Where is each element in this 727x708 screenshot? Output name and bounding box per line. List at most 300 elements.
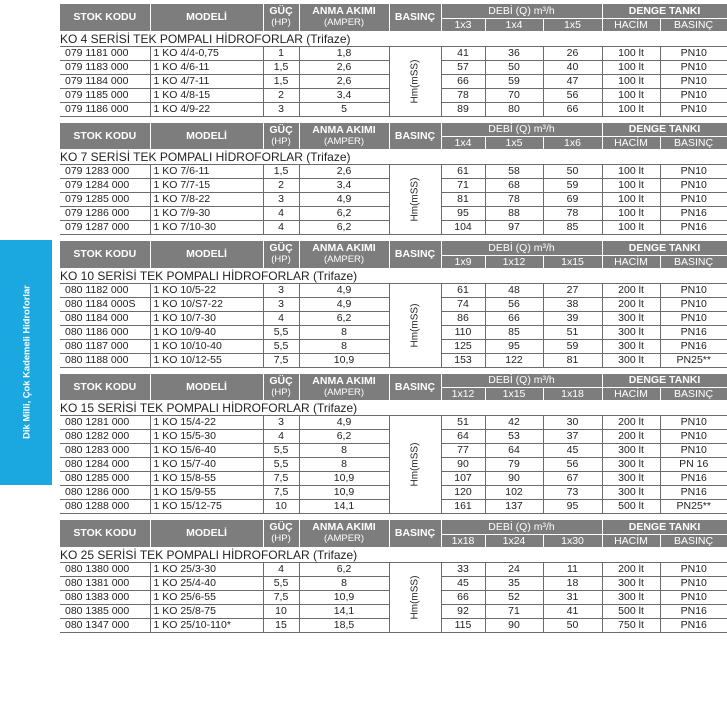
- tank-pressure-cell: PN16: [660, 604, 727, 618]
- flow-column-header: 1x9: [441, 255, 485, 268]
- current-cell: 8: [299, 444, 389, 458]
- flow-column-header: 1x5: [543, 18, 602, 31]
- power-cell: 5,5: [263, 325, 299, 339]
- model-header: MODELİ: [150, 374, 263, 401]
- tank-pressure-cell: PN25**: [660, 500, 727, 514]
- current-cell: 4,9: [299, 416, 389, 430]
- model-cell: 1 KO 7/8-22: [150, 193, 263, 207]
- pressure-unit-label: Hm(mSS): [409, 59, 421, 103]
- stock-code-header: STOK KODU: [60, 4, 150, 31]
- tank-volume-cell: 200 lt: [602, 416, 660, 430]
- stock-code-header: STOK KODU: [60, 374, 150, 401]
- tank-volume-cell: 100 lt: [602, 46, 660, 60]
- power-cell: 7,5: [263, 353, 299, 367]
- pressure-cell: [389, 283, 441, 367]
- power-cell: 1,5: [263, 60, 299, 74]
- tank-pressure-cell: PN16: [660, 325, 727, 339]
- stock-code-cell: 079 1286 000: [60, 207, 150, 221]
- flow-value-cell: 50: [543, 618, 602, 632]
- power-cell: 5,5: [263, 458, 299, 472]
- stock-code-cell: 079 1181 000: [60, 46, 150, 60]
- tank-volume-cell: 500 lt: [602, 604, 660, 618]
- model-cell: 1 KO 4/9-22: [150, 102, 263, 116]
- model-cell: 1 KO 25/8-75: [150, 604, 263, 618]
- flow-value-cell: 85: [543, 221, 602, 235]
- tank-volume-cell: 100 lt: [602, 179, 660, 193]
- model-cell: 1 KO 15/12-75: [150, 500, 263, 514]
- flow-value-cell: 45: [441, 576, 485, 590]
- current-unit: (AMPER): [323, 135, 365, 147]
- flow-value-cell: 78: [441, 88, 485, 102]
- power-cell: 7,5: [263, 472, 299, 486]
- power-label: GÜÇ: [269, 242, 293, 255]
- tank-pressure-cell: PN 16: [660, 458, 727, 472]
- current-header: [299, 4, 389, 31]
- side-category-tab: [0, 240, 52, 485]
- flow-value-cell: 58: [485, 165, 543, 179]
- stock-code-cell: 080 1285 000: [60, 472, 150, 486]
- flow-value-cell: 48: [485, 283, 543, 297]
- pressure-unit-label: Hm(mSS): [409, 303, 421, 347]
- tank-volume-cell: 300 lt: [602, 353, 660, 367]
- current-cell: 1,8: [299, 46, 389, 60]
- flow-value-cell: 120: [441, 486, 485, 500]
- flow-column-header: 1x3: [441, 18, 485, 31]
- flow-value-cell: 70: [485, 88, 543, 102]
- stock-code-cell: 080 1282 000: [60, 430, 150, 444]
- stock-code-cell: 080 1187 000: [60, 339, 150, 353]
- tank-volume-cell: 300 lt: [602, 472, 660, 486]
- model-cell: 1 KO 4/7-11: [150, 74, 263, 88]
- tank-header: DENGE TANKI: [602, 123, 727, 137]
- stock-code-cell: 080 1188 000: [60, 353, 150, 367]
- model-cell: 1 KO 7/7-15: [150, 179, 263, 193]
- flow-value-cell: 39: [543, 311, 602, 325]
- power-cell: 7,5: [263, 486, 299, 500]
- flow-value-cell: 90: [485, 618, 543, 632]
- flow-value-cell: 33: [441, 562, 485, 576]
- power-unit: (HP): [271, 17, 291, 29]
- flow-value-cell: 47: [543, 74, 602, 88]
- section-title: KO 10 SERİSİ TEK POMPALI HİDROFORLAR (Trifaze): [60, 268, 727, 283]
- model-header: MODELİ: [150, 520, 263, 547]
- current-unit: (AMPER): [323, 533, 365, 545]
- current-cell: 4,9: [299, 283, 389, 297]
- model-cell: 1 KO 10/9-40: [150, 325, 263, 339]
- stock-code-cell: 080 1347 000: [60, 618, 150, 632]
- flow-value-cell: 104: [441, 221, 485, 235]
- flow-value-cell: 59: [543, 339, 602, 353]
- power-cell: 3: [263, 102, 299, 116]
- flow-value-cell: 51: [441, 416, 485, 430]
- power-cell: 3: [263, 297, 299, 311]
- power-cell: 1: [263, 46, 299, 60]
- tank-volume-cell: 200 lt: [602, 297, 660, 311]
- tank-volume-cell: 300 lt: [602, 325, 660, 339]
- pressure-cell: [389, 165, 441, 235]
- stock-code-cell: 080 1385 000: [60, 604, 150, 618]
- current-cell: 14,1: [299, 604, 389, 618]
- flow-value-cell: 35: [485, 576, 543, 590]
- table-row: [60, 165, 727, 179]
- current-cell: 2,6: [299, 60, 389, 74]
- flow-value-cell: 78: [485, 193, 543, 207]
- tank-volume-cell: 100 lt: [602, 193, 660, 207]
- model-header: MODELİ: [150, 241, 263, 268]
- tank-pressure-cell: PN10: [660, 430, 727, 444]
- tank-header: DENGE TANKI: [602, 520, 727, 534]
- flow-value-cell: 107: [441, 472, 485, 486]
- header-row: [60, 4, 727, 18]
- current-cell: 8: [299, 339, 389, 353]
- flow-value-cell: 27: [543, 283, 602, 297]
- tank-pressure-cell: PN10: [660, 179, 727, 193]
- tank-volume-cell: 100 lt: [602, 102, 660, 116]
- tank-pressure-cell: PN10: [660, 297, 727, 311]
- power-cell: 4: [263, 207, 299, 221]
- flow-column-header: 1x15: [543, 255, 602, 268]
- series-table: [60, 374, 727, 515]
- tank-pressure-cell: PN10: [660, 283, 727, 297]
- tank-volume-header: HACİM: [602, 18, 660, 31]
- stock-code-cell: 080 1281 000: [60, 416, 150, 430]
- tank-pressure-header: BASINÇ: [660, 388, 727, 401]
- pressure-header: BASINÇ: [389, 374, 441, 401]
- flow-value-cell: 59: [485, 74, 543, 88]
- current-cell: 10,9: [299, 472, 389, 486]
- flow-value-cell: 88: [485, 207, 543, 221]
- section-title: KO 7 SERİSİ TEK POMPALI HİDROFORLAR (Trifaze): [60, 150, 727, 165]
- current-cell: 10,9: [299, 353, 389, 367]
- flow-value-cell: 97: [485, 221, 543, 235]
- model-cell: 1 KO 25/3-30: [150, 562, 263, 576]
- current-cell: 8: [299, 458, 389, 472]
- power-unit: (HP): [271, 386, 291, 398]
- section-title: KO 25 SERİSİ TEK POMPALI HİDROFORLAR (Trifaze): [60, 547, 727, 562]
- tank-pressure-cell: PN10: [660, 165, 727, 179]
- stock-code-cell: 080 1184 000: [60, 311, 150, 325]
- flow-value-cell: 110: [441, 325, 485, 339]
- section-title-row: [60, 31, 727, 46]
- flow-value-cell: 30: [543, 416, 602, 430]
- tank-pressure-cell: PN10: [660, 416, 727, 430]
- flow-value-cell: 42: [485, 416, 543, 430]
- flow-value-cell: 77: [441, 444, 485, 458]
- flow-value-cell: 56: [543, 458, 602, 472]
- flow-value-cell: 24: [485, 562, 543, 576]
- flow-value-cell: 81: [543, 353, 602, 367]
- stock-code-cell: 080 1284 000: [60, 458, 150, 472]
- flow-value-cell: 36: [485, 46, 543, 60]
- current-label: ANMA AKIMI: [312, 521, 376, 534]
- model-cell: 1 KO 7/6-11: [150, 165, 263, 179]
- tank-volume-cell: 300 lt: [602, 444, 660, 458]
- tank-volume-header: HACİM: [602, 388, 660, 401]
- flow-value-cell: 26: [543, 46, 602, 60]
- current-unit: (AMPER): [323, 386, 365, 398]
- pressure-cell: [389, 416, 441, 514]
- tank-pressure-cell: PN16: [660, 339, 727, 353]
- flow-value-cell: 153: [441, 353, 485, 367]
- current-cell: 3,4: [299, 88, 389, 102]
- tank-volume-cell: 200 lt: [602, 430, 660, 444]
- flow-value-cell: 125: [441, 339, 485, 353]
- stock-code-cell: 080 1381 000: [60, 576, 150, 590]
- flow-value-cell: 45: [543, 444, 602, 458]
- tank-volume-cell: 300 lt: [602, 576, 660, 590]
- flow-value-cell: 74: [441, 297, 485, 311]
- power-cell: 7,5: [263, 590, 299, 604]
- power-cell: 4: [263, 430, 299, 444]
- flow-value-cell: 50: [485, 60, 543, 74]
- power-unit: (HP): [271, 254, 291, 266]
- model-cell: 1 KO 15/5-30: [150, 430, 263, 444]
- tank-pressure-cell: PN16: [660, 207, 727, 221]
- table-row: [60, 283, 727, 297]
- current-header: [299, 374, 389, 401]
- current-label: ANMA AKIMI: [312, 123, 376, 136]
- power-label: GÜÇ: [269, 374, 293, 387]
- power-cell: 2: [263, 179, 299, 193]
- model-cell: 1 KO 25/4-40: [150, 576, 263, 590]
- stock-code-header: STOK KODU: [60, 123, 150, 150]
- current-header: [299, 123, 389, 150]
- pressure-unit-label: Hm(mSS): [409, 442, 421, 487]
- tank-volume-cell: 300 lt: [602, 311, 660, 325]
- power-label: GÜÇ: [269, 521, 293, 534]
- flow-value-cell: 66: [441, 74, 485, 88]
- current-cell: 10,9: [299, 590, 389, 604]
- tank-volume-header: HACİM: [602, 137, 660, 150]
- stock-code-cell: 080 1380 000: [60, 562, 150, 576]
- model-header: MODELİ: [150, 123, 263, 150]
- stock-code-cell: 080 1286 000: [60, 486, 150, 500]
- flow-column-header: 1x12: [485, 255, 543, 268]
- series-table: [60, 241, 727, 368]
- pressure-cell: [389, 46, 441, 116]
- flow-value-cell: 122: [485, 353, 543, 367]
- table-row: [60, 416, 727, 430]
- tank-volume-cell: 300 lt: [602, 486, 660, 500]
- side-category-label: Dik Milli, Çok Kademeli Hidroforlar: [20, 285, 32, 439]
- flow-value-cell: 64: [441, 430, 485, 444]
- tank-pressure-header: BASINÇ: [660, 18, 727, 31]
- model-cell: 1 KO 15/4-22: [150, 416, 263, 430]
- flow-value-cell: 68: [485, 179, 543, 193]
- current-cell: 8: [299, 576, 389, 590]
- stock-code-cell: 079 1185 000: [60, 88, 150, 102]
- tank-pressure-cell: PN10: [660, 444, 727, 458]
- model-cell: 1 KO 10/10-40: [150, 339, 263, 353]
- flow-header: DEBİ (Q) m³/h: [441, 520, 602, 534]
- current-unit: (AMPER): [323, 254, 365, 266]
- series-table: [60, 123, 727, 236]
- current-label: ANMA AKIMI: [312, 242, 376, 255]
- flow-value-cell: 41: [441, 46, 485, 60]
- flow-value-cell: 90: [485, 472, 543, 486]
- flow-value-cell: 85: [485, 325, 543, 339]
- stock-code-cell: 079 1287 000: [60, 221, 150, 235]
- flow-value-cell: 115: [441, 618, 485, 632]
- current-cell: 6,2: [299, 430, 389, 444]
- current-cell: 2,6: [299, 165, 389, 179]
- flow-value-cell: 73: [543, 486, 602, 500]
- flow-value-cell: 59: [543, 179, 602, 193]
- flow-header: DEBİ (Q) m³/h: [441, 374, 602, 388]
- section-title-row: [60, 547, 727, 562]
- stock-code-cell: 079 1183 000: [60, 60, 150, 74]
- flow-value-cell: 95: [543, 500, 602, 514]
- stock-code-cell: 080 1184 000S: [60, 297, 150, 311]
- flow-value-cell: 90: [441, 458, 485, 472]
- section-title: KO 4 SERİSİ TEK POMPALI HİDROFORLAR (Trifaze): [60, 31, 727, 46]
- flow-column-header: 1x18: [543, 388, 602, 401]
- stock-code-cell: 080 1182 000: [60, 283, 150, 297]
- power-unit: (HP): [271, 533, 291, 545]
- tank-pressure-header: BASINÇ: [660, 534, 727, 547]
- current-cell: 6,2: [299, 207, 389, 221]
- tank-volume-cell: 100 lt: [602, 74, 660, 88]
- tank-volume-header: HACİM: [602, 255, 660, 268]
- power-cell: 3: [263, 416, 299, 430]
- flow-column-header: 1x4: [485, 18, 543, 31]
- current-cell: 10,9: [299, 486, 389, 500]
- flow-value-cell: 95: [441, 207, 485, 221]
- model-cell: 1 KO 25/10-110*: [150, 618, 263, 632]
- flow-value-cell: 102: [485, 486, 543, 500]
- tank-pressure-cell: PN10: [660, 88, 727, 102]
- model-cell: 1 KO 10/5-22: [150, 283, 263, 297]
- tank-volume-cell: 300 lt: [602, 458, 660, 472]
- stock-code-cell: 079 1283 000: [60, 165, 150, 179]
- flow-value-cell: 37: [543, 430, 602, 444]
- model-cell: 1 KO 10/7-30: [150, 311, 263, 325]
- tank-pressure-cell: PN10: [660, 311, 727, 325]
- flow-value-cell: 31: [543, 590, 602, 604]
- model-header: MODELİ: [150, 4, 263, 31]
- stock-code-cell: 080 1283 000: [60, 444, 150, 458]
- current-cell: 8: [299, 325, 389, 339]
- tank-pressure-cell: PN10: [660, 576, 727, 590]
- model-cell: 1 KO 7/10-30: [150, 221, 263, 235]
- product-tables: [60, 4, 727, 633]
- stock-code-header: STOK KODU: [60, 520, 150, 547]
- flow-header: DEBİ (Q) m³/h: [441, 241, 602, 255]
- tank-volume-cell: 500 lt: [602, 500, 660, 514]
- tank-volume-cell: 100 lt: [602, 207, 660, 221]
- flow-value-cell: 71: [441, 179, 485, 193]
- power-header: [263, 123, 299, 150]
- flow-value-cell: 18: [543, 576, 602, 590]
- tank-pressure-cell: PN10: [660, 74, 727, 88]
- flow-column-header: 1x30: [543, 534, 602, 547]
- model-cell: 1 KO 4/8-15: [150, 88, 263, 102]
- power-header: [263, 4, 299, 31]
- flow-column-header: 1x24: [485, 534, 543, 547]
- flow-value-cell: 40: [543, 60, 602, 74]
- series-table: [60, 520, 727, 633]
- current-cell: 6,2: [299, 311, 389, 325]
- flow-value-cell: 61: [441, 283, 485, 297]
- table-row: [60, 562, 727, 576]
- power-cell: 1,5: [263, 74, 299, 88]
- pressure-header: BASINÇ: [389, 241, 441, 268]
- section-title-row: [60, 268, 727, 283]
- flow-value-cell: 67: [543, 472, 602, 486]
- current-cell: 5: [299, 102, 389, 116]
- model-cell: 1 KO 7/9-30: [150, 207, 263, 221]
- model-cell: 1 KO 15/6-40: [150, 444, 263, 458]
- stock-code-cell: 080 1383 000: [60, 590, 150, 604]
- power-cell: 10: [263, 500, 299, 514]
- tank-pressure-cell: PN25**: [660, 353, 727, 367]
- flow-column-header: 1x4: [441, 137, 485, 150]
- current-header: [299, 241, 389, 268]
- tank-pressure-cell: PN16: [660, 486, 727, 500]
- tank-header: DENGE TANKI: [602, 374, 727, 388]
- tank-volume-cell: 300 lt: [602, 590, 660, 604]
- flow-value-cell: 11: [543, 562, 602, 576]
- flow-value-cell: 61: [441, 165, 485, 179]
- flow-value-cell: 69: [543, 193, 602, 207]
- flow-header: DEBİ (Q) m³/h: [441, 4, 602, 18]
- current-cell: 3,4: [299, 179, 389, 193]
- power-cell: 5,5: [263, 576, 299, 590]
- tank-header: DENGE TANKI: [602, 4, 727, 18]
- flow-value-cell: 71: [485, 604, 543, 618]
- pressure-header: BASINÇ: [389, 123, 441, 150]
- power-label: GÜÇ: [269, 123, 293, 136]
- power-cell: 1,5: [263, 165, 299, 179]
- current-cell: 4,9: [299, 297, 389, 311]
- tank-volume-cell: 300 lt: [602, 339, 660, 353]
- stock-code-cell: 080 1186 000: [60, 325, 150, 339]
- header-row: [60, 123, 727, 137]
- power-cell: 5,5: [263, 444, 299, 458]
- current-label: ANMA AKIMI: [312, 5, 376, 18]
- pressure-header: BASINÇ: [389, 520, 441, 547]
- flow-header: DEBİ (Q) m³/h: [441, 123, 602, 137]
- power-cell: 3: [263, 193, 299, 207]
- flow-value-cell: 137: [485, 500, 543, 514]
- stock-code-cell: 079 1184 000: [60, 74, 150, 88]
- model-cell: 1 KO 15/9-55: [150, 486, 263, 500]
- flow-value-cell: 66: [485, 311, 543, 325]
- flow-value-cell: 51: [543, 325, 602, 339]
- current-label: ANMA AKIMI: [312, 374, 376, 387]
- tank-pressure-header: BASINÇ: [660, 255, 727, 268]
- tank-pressure-cell: PN10: [660, 193, 727, 207]
- section-title-row: [60, 150, 727, 165]
- tank-header: DENGE TANKI: [602, 241, 727, 255]
- tank-volume-cell: 100 lt: [602, 221, 660, 235]
- flow-column-header: 1x6: [543, 137, 602, 150]
- flow-value-cell: 56: [485, 297, 543, 311]
- flow-value-cell: 89: [441, 102, 485, 116]
- model-cell: 1 KO 4/6-11: [150, 60, 263, 74]
- tank-pressure-cell: PN16: [660, 618, 727, 632]
- power-cell: 3: [263, 283, 299, 297]
- stock-code-header: STOK KODU: [60, 241, 150, 268]
- tank-volume-cell: 100 lt: [602, 88, 660, 102]
- model-cell: 1 KO 15/7-40: [150, 458, 263, 472]
- flow-value-cell: 79: [485, 458, 543, 472]
- tank-volume-cell: 200 lt: [602, 562, 660, 576]
- flow-value-cell: 92: [441, 604, 485, 618]
- flow-value-cell: 95: [485, 339, 543, 353]
- power-cell: 5,5: [263, 339, 299, 353]
- tank-volume-cell: 750 lt: [602, 618, 660, 632]
